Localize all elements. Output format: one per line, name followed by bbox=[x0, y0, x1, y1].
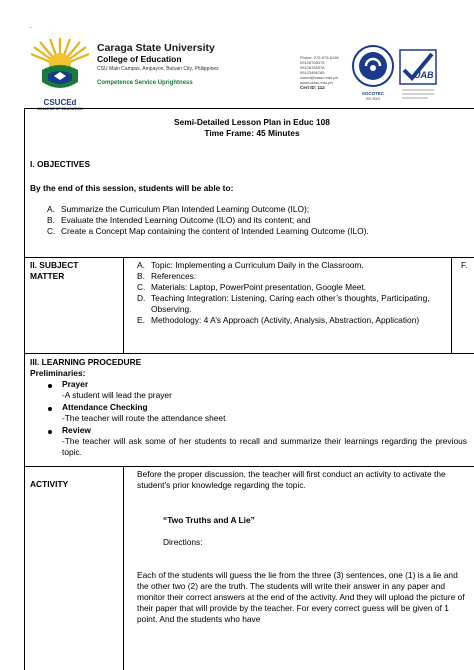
review-title: Review bbox=[62, 425, 91, 435]
objective-item: A. Summarize the Curriculum Plan Intended Learning Outcome (ILO); bbox=[47, 204, 310, 214]
attendance-title: Attendance Checking bbox=[62, 402, 148, 412]
prayer-title: Prayer bbox=[62, 379, 89, 389]
col-divider bbox=[123, 257, 124, 353]
contact-line: csued@carsu.edu.ph bbox=[300, 75, 338, 80]
bullet-icon bbox=[48, 384, 52, 388]
bullet-icon bbox=[48, 430, 52, 434]
cert-name: SOCOTEC bbox=[361, 91, 385, 96]
attendance-text: -The teacher will route the attendance sheet bbox=[62, 413, 226, 423]
logo-subtitle: COLLEGE OF EDUCATION bbox=[37, 107, 83, 111]
objectives-intro: By the end of this session, students will be able to: bbox=[30, 183, 234, 193]
activity-intro: Before the proper discussion, the teacher will first conduct an activity to activate the student’s prior knowledge regarding the topic. bbox=[137, 469, 446, 490]
prayer-text: -A student will lead the prayer bbox=[62, 390, 172, 400]
objective-item: C. Create a Concept Map containing the content of Intended Learning Outcome (ILO). bbox=[47, 226, 369, 236]
lesson-plan-table bbox=[24, 108, 474, 670]
motto: Competence Service Uprightness bbox=[97, 80, 193, 86]
subject-label-line: II. SUBJECT bbox=[30, 260, 79, 270]
time-frame: Time Frame: 45 Minutes bbox=[204, 128, 300, 138]
subject-right-cell: F. bbox=[461, 260, 468, 270]
doc-title: Semi-Detailed Lesson Plan in Educ 108 bbox=[174, 117, 330, 127]
objectives-list bbox=[47, 204, 447, 237]
subject-label-line: MATTER bbox=[30, 271, 65, 281]
contact-line: 09128765376 bbox=[300, 60, 325, 65]
subject-item: E. Methodology: 4 A’s Approach (Activity, Analysis, Abstraction, Application) bbox=[137, 315, 420, 325]
contact-line: 09123456789 bbox=[300, 70, 325, 75]
stray-dot: . bbox=[30, 24, 32, 30]
subject-item: C. Materials: Laptop, PowerPoint presentation, Google Meet. bbox=[137, 282, 367, 292]
row-divider bbox=[25, 257, 474, 258]
preliminaries-label: Preliminaries: bbox=[30, 368, 86, 378]
game-title: “Two Truths and A Lie” bbox=[163, 515, 255, 525]
campus-address: CSU Main Campus, Ampayon, Butuan City, Philippines bbox=[97, 66, 219, 72]
objectives-heading: I. OBJECTIVES bbox=[30, 159, 91, 169]
contact-line: Phone: 075-575-6196 bbox=[300, 55, 339, 60]
row-divider bbox=[25, 353, 474, 354]
objective-item: B. Evaluate the Intended Learning Outcome (ILO) and its content; and bbox=[47, 215, 311, 225]
contact-line: 09128765378 bbox=[300, 65, 325, 70]
procedure-heading: III. LEARNING PROCEDURE bbox=[30, 357, 142, 367]
logo-title: CSUCEd bbox=[43, 98, 77, 107]
subject-list bbox=[137, 260, 449, 326]
review-text: -The teacher will ask some of her students to recall and summarize their learnings regarding the previous topic. bbox=[62, 436, 467, 457]
cert-standard: ISO 9001 bbox=[365, 97, 381, 101]
activity-body: Each of the students will guess the lie from the three (3) sentences, one (1) is a lie and the other two (2) are the truth. The students will write their answer in any paper and monitor their correct answers at the end of the activity. And they will upload the picture of their paper that will provide by the teacher. For every correct guess will be given of 1 point. And the students who have bbox=[137, 570, 465, 624]
university-name: Caraga State University bbox=[97, 42, 215, 54]
row-divider bbox=[25, 466, 474, 467]
bullet-icon bbox=[48, 407, 52, 411]
directions-label: Directions: bbox=[163, 537, 203, 547]
subject-item: D. Teaching Integration: Listening, Caring each other’s thoughts, Participating, Observing. bbox=[137, 293, 430, 314]
col-divider bbox=[123, 466, 124, 670]
university-block bbox=[97, 42, 219, 87]
subject-item: A. Topic: Implementing a Curriculum Daily in the Classroom. bbox=[137, 260, 364, 270]
college-name: College of Education bbox=[97, 54, 182, 64]
activity-label: ACTIVITY bbox=[30, 479, 69, 489]
col-divider bbox=[451, 257, 452, 353]
uab-label: UAB bbox=[414, 70, 434, 80]
contact-line: www.carsu.edu.ph bbox=[300, 80, 333, 85]
cert-id: Cert ID: 112 bbox=[300, 85, 325, 90]
subject-item: B. References: bbox=[137, 271, 197, 281]
subject-label bbox=[30, 260, 78, 282]
contact-block bbox=[300, 55, 344, 90]
csu-logo-icon bbox=[28, 36, 92, 100]
